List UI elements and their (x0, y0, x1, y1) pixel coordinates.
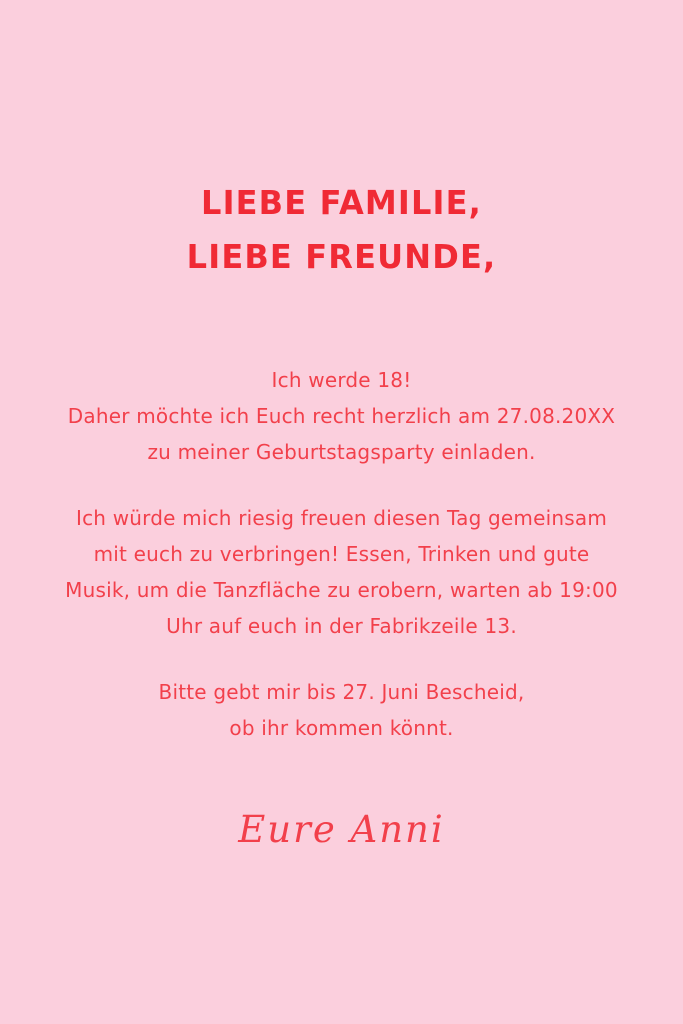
signature: Eure Anni (238, 808, 445, 851)
paragraph-rsvp (62, 674, 622, 746)
invitation-body (62, 362, 622, 746)
heading-line-1: LIEBE FAMILIE, (201, 183, 482, 222)
rsvp-line-2: ob ihr kommen könnt. (229, 716, 454, 740)
page-title (0, 176, 683, 284)
paragraph-details: Ich würde mich riesig freuen diesen Tag gemeinsam mit euch zu verbringen! Essen, Trinken und gute Musik, um die Tanzfläche zu erobern, warten ab 19:00 Uhr auf euch in der Fabrikzeile 13. (65, 506, 618, 638)
intro-line-2: Daher möchte ich Euch recht herzlich am 27.08.20XX (67, 404, 616, 428)
heading-line-2: LIEBE FREUNDE, (186, 237, 497, 276)
rsvp-line-1: Bitte gebt mir bis 27. Juni Bescheid, (158, 680, 525, 704)
intro-line-3: zu meiner Geburtstagsparty einladen. (147, 440, 536, 464)
paragraph-intro (62, 362, 622, 470)
intro-line-1: Ich werde 18! (271, 368, 412, 392)
